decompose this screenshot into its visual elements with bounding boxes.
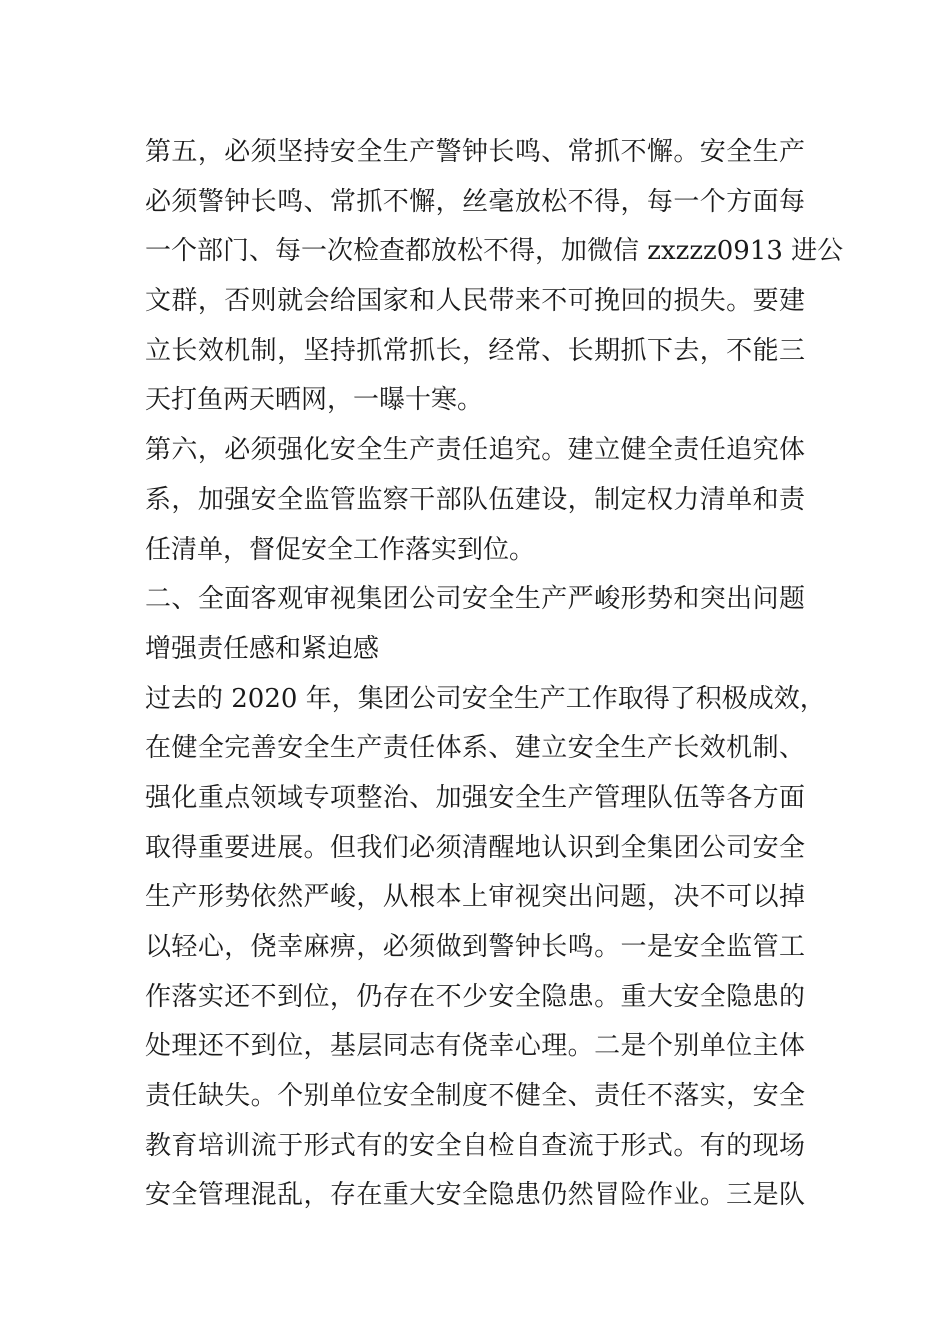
- text-line: 作落实还不到位，仍存在不少安全隐患。重大安全隐患的: [145, 981, 805, 1012]
- text-line: 强化重点领域专项整治、加强安全生产管理队伍等各方面: [145, 782, 805, 813]
- text-line: 生产形势依然严峻，从根本上审视突出问题，决不可以掉: [145, 882, 805, 913]
- text-line: 立长效机制，坚持抓常抓长，经常、长期抓下去，不能三: [145, 335, 805, 366]
- text-line: 教育培训流于形式有的安全自检自查流于形式。有的现场: [145, 1130, 805, 1161]
- text-line: 取得重要进展。但我们必须清醒地认识到全集团公司安全: [145, 832, 805, 863]
- text-line: 文群，否则就会给国家和人民带来不可挽回的损失。要建: [145, 286, 805, 317]
- text-line: 第五，必须坚持安全生产警钟长鸣、常抓不懈。安全生产: [145, 137, 805, 167]
- heading-line: 二、全面客观审视集团公司安全生产严峻形势和突出问题: [145, 584, 805, 615]
- text-line: 在健全完善安全生产责任体系、建立安全生产长效机制、: [145, 733, 805, 764]
- document-page: [145, 128, 844, 1221]
- text-line: 必须警钟长鸣、常抓不懈，丝毫放松不得，每一个方面每: [145, 186, 805, 217]
- heading-line: 增强责任感和紧迫感: [145, 633, 380, 664]
- section-heading-two: [145, 575, 805, 674]
- paragraph-fifth: [145, 128, 844, 426]
- text-line: 一个部门、每一次检查都放松不得，加微信 zxzzz0913 进公: [145, 236, 844, 267]
- text-line: 责任缺失。个别单位安全制度不健全、责任不落实，安全: [145, 1081, 805, 1112]
- text-line: 天打鱼两天晒网，一曝十寒。: [145, 385, 484, 416]
- text-line: 过去的 2020 年，集团公司安全生产工作取得了积极成效，: [145, 683, 826, 714]
- text-line: 安全管理混乱，存在重大安全隐患仍然冒险作业。三是队: [145, 1180, 805, 1211]
- paragraph-sixth: [145, 426, 805, 575]
- text-line: 系，加强安全监管监察干部队伍建设，制定权力清单和责: [145, 484, 805, 515]
- paragraph-2020: [145, 675, 826, 1222]
- text-line: 以轻心，侥幸麻痹，必须做到警钟长鸣。一是安全监管工: [145, 932, 805, 962]
- text-line: 处理还不到位，基层同志有侥幸心理。二是个别单位主体: [145, 1031, 805, 1062]
- text-line: 任清单，督促安全工作落实到位。: [145, 534, 536, 565]
- text-line: 第六，必须强化安全生产责任追究。建立健全责任追究体: [145, 435, 805, 466]
